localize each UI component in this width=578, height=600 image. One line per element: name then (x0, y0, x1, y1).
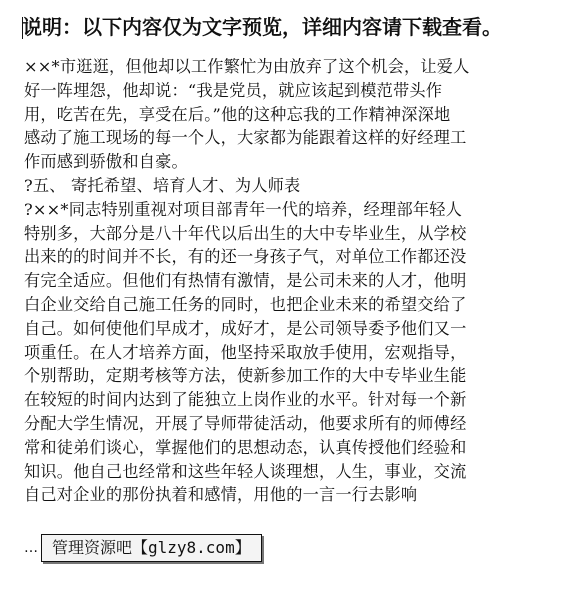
body-line: 项重任。在人才培养方面，他坚持采取放手使用，宏观指导， (24, 342, 467, 362)
document-body (24, 55, 564, 507)
body-line: 常和徒弟们谈心，掌握他们的思想动态，认真传授他们经验和 (24, 437, 467, 457)
body-line: ?××*同志特别重视对项目部青年一代的培养，经理部年轻人 (24, 199, 462, 219)
body-line: 自己对企业的那份执着和感情，用他的一言一行去影响 (24, 485, 418, 505)
footer (24, 534, 262, 562)
body-line: 用，吃苦在先，享受在后。”他的这种忘我的工作精神深深地 (24, 104, 451, 124)
source-link-badge[interactable]: 管理资源吧【glzy8.com】 (41, 534, 262, 562)
body-line: 白企业交给自己施工任务的同时，也把企业未来的希望交给了 (24, 294, 467, 314)
body-line: 有完全适应。但他们有热情有激情，是公司未来的人才，他明 (24, 271, 467, 291)
body-line: 知识。他自己也经常和这些年轻人谈理想，人生，事业，交流 (24, 461, 467, 481)
body-line: 作而感到骄傲和自豪。 (24, 152, 188, 172)
body-line: 分配大学生情况，开展了导师带徒活动，他要求所有的师傅经 (24, 413, 467, 433)
body-line: 出来的的时间并不长，有的还一身孩子气，对单位工作都还没 (24, 247, 467, 267)
body-line: 个别帮助，定期考核等方法，使新参加工作的大中专毕业生能 (24, 366, 467, 386)
preview-notice: 说明：以下内容仅为文字预览，详细内容请下载查看。 (22, 15, 502, 39)
body-line: ××*市逛逛，但他却以工作繁忙为由放弃了这个机会，让爱人 (24, 57, 470, 76)
ellipsis: … (24, 540, 37, 556)
body-line: 好一阵埋怨，他却说：“我是党员，就应该起到模范带头作 (24, 80, 443, 100)
body-line: 自己。如何使他们早成才，成好才，是公司领导委予他们又一 (24, 318, 467, 338)
section-heading: ?五、 寄托希望、培育人才、为人师表 (24, 175, 301, 195)
body-line: 在较短的时间内达到了能独立上岗作业的水平。针对每一个新 (24, 390, 467, 410)
body-line: 特别多，大部分是八十年代以后出生的大中专毕业生，从学校 (24, 223, 467, 243)
body-line: 感动了施工现场的每一个人，大家都为能跟着这样的好经理工 (24, 128, 467, 148)
